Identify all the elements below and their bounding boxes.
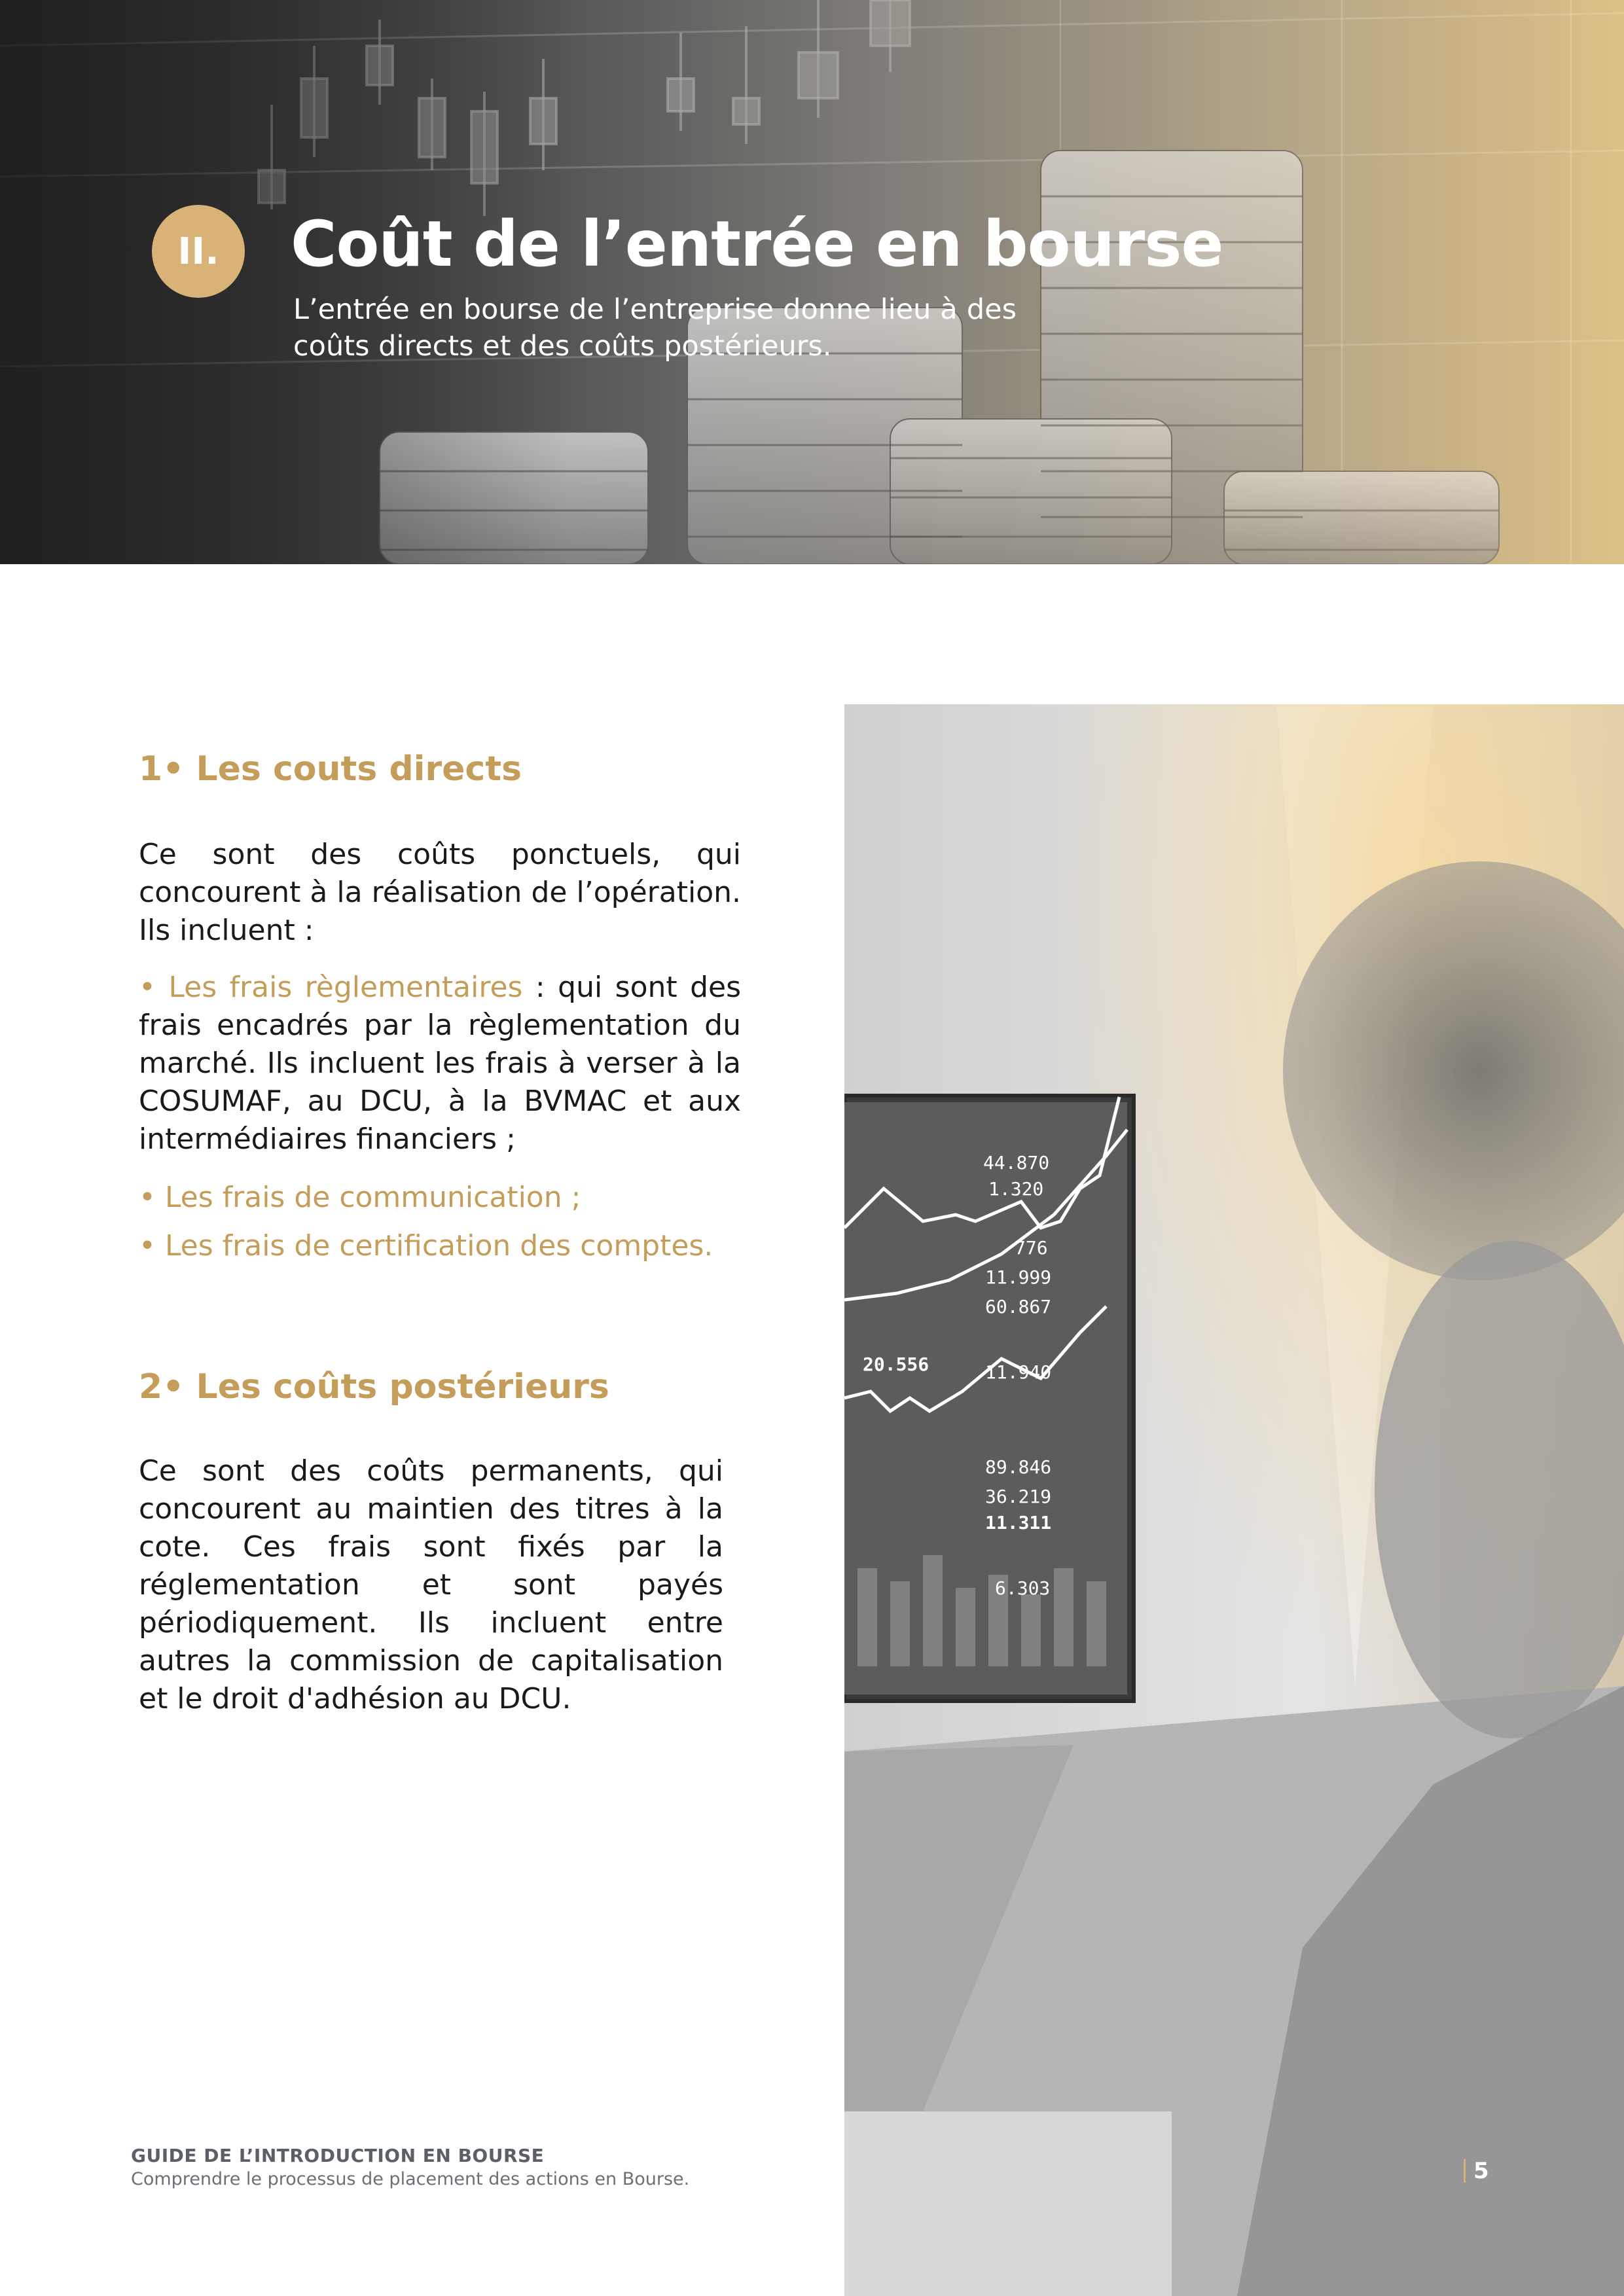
screen-value-5: 60.867	[985, 1296, 1052, 1318]
section-number-badge: II.	[152, 205, 245, 298]
regulatory-fees-label: • Les frais règlementaires	[139, 971, 523, 1004]
screen-value-1: 44.870	[983, 1152, 1050, 1174]
footer-guide-subtitle: Comprendre le processus de placement des actions en Bourse.	[131, 2169, 690, 2189]
screen-value-4: 11.999	[985, 1266, 1052, 1288]
direct-costs-item-regulatory	[139, 969, 741, 1158]
screen-value-3: 776	[1015, 1237, 1048, 1259]
coins-chart-background	[0, 0, 1624, 564]
screen-value-9: 11.311	[985, 1512, 1052, 1534]
subsequent-costs-text: Ce sont des coûts permanents, qui concourent au maintien des titres à la cote. Ces frais sont fixés par la réglementation et sont payés périodiquement. Ils incluent entre autres la commission de capitalisation et le droit d'adhésion au DCU.	[139, 1454, 723, 1715]
screen-value-8: 36.219	[985, 1486, 1052, 1507]
page-subtitle: L’entrée en bourse de l’entreprise donne lieu à des coûts directs et des coûts postérieurs.	[293, 293, 1017, 363]
screen-value-7: 89.846	[985, 1456, 1052, 1478]
page-number: 5	[1464, 2159, 1489, 2183]
screen-value-6: 11.940	[985, 1361, 1052, 1383]
direct-costs-item-communication: • Les frais de communication ;	[139, 1181, 581, 1214]
regulatory-fees-text: : qui sont des frais encadrés par la règlementation du marché. Ils incluent les frais à verser à la COSUMAF, au DCU, à la BVMAC et aux intermédiaires financiers ;	[139, 971, 741, 1156]
trader-photo	[844, 704, 1624, 2296]
photo-illustration	[844, 704, 1624, 2296]
hero-banner	[0, 0, 1624, 564]
page-title: Coût de l’entrée en bourse	[291, 207, 1223, 281]
screen-value-2: 1.320	[988, 1178, 1044, 1200]
section-title-direct-costs: 1• Les couts directs	[139, 749, 522, 789]
section-title-subsequent-costs: 2• Les coûts postérieurs	[139, 1367, 609, 1407]
direct-costs-intro: Ce sont des coûts ponctuels, qui concourent à la réalisation de l’opération. Ils incluent :	[139, 838, 741, 947]
screen-value-10: 6.303	[995, 1577, 1051, 1599]
footer-guide-title: GUIDE DE L’INTRODUCTION EN BOURSE	[131, 2145, 545, 2166]
direct-costs-item-certification: • Les frais de certification des comptes.	[139, 1229, 713, 1263]
screen-value-main: 20.556	[863, 1354, 929, 1375]
